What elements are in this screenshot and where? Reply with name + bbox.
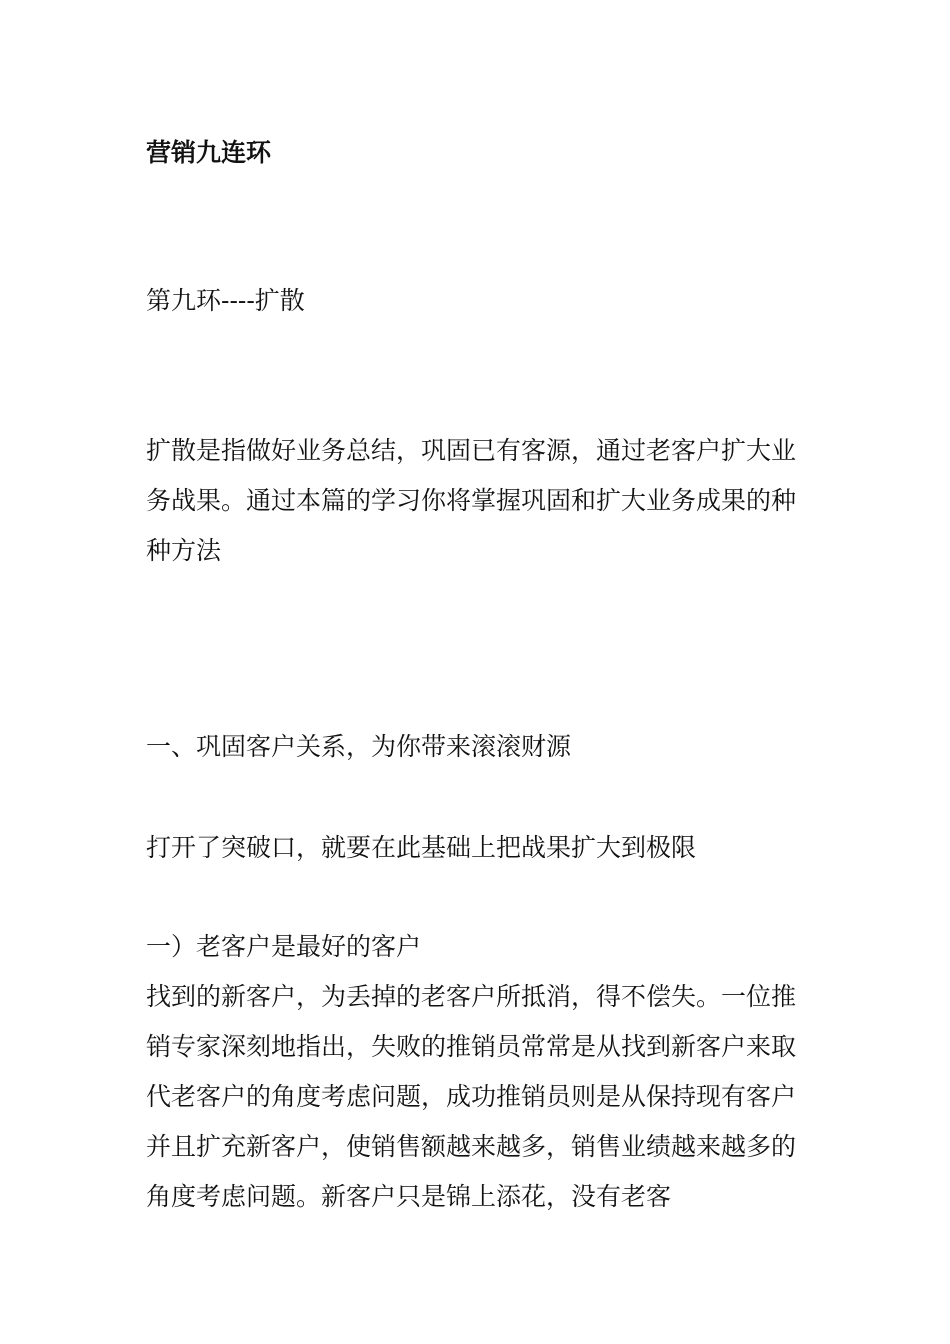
chapter-heading: 第九环----扩散 bbox=[146, 286, 305, 315]
subsection-heading: 一）老客户是最好的客户 bbox=[146, 932, 422, 961]
document-title: 营销九连环 bbox=[146, 138, 272, 167]
section-subtitle: 打开了突破口，就要在此基础上把战果扩大到极限 bbox=[146, 833, 697, 862]
body-paragraph: 找到的新客户，为丢掉的老客户所抵消，得不偿失。一位推销专家深刻地指出，失败的推销员常常是从找到新客户来取代老客户的角度考虑问题，成功推销员则是从保持现有客户并且扩充新客户，使销售额越来越多，销售业绩越来越多的角度考虑问题。新客户只是锦上添花，没有老客 bbox=[146, 982, 797, 1211]
intro-paragraph: 扩散是指做好业务总结，巩固已有客源，通过老客户扩大业务战果。通过本篇的学习你将掌握巩固和扩大业务成果的种种方法 bbox=[146, 436, 797, 565]
section-heading: 一、巩固客户关系，为你带来滚滚财源 bbox=[146, 732, 572, 761]
